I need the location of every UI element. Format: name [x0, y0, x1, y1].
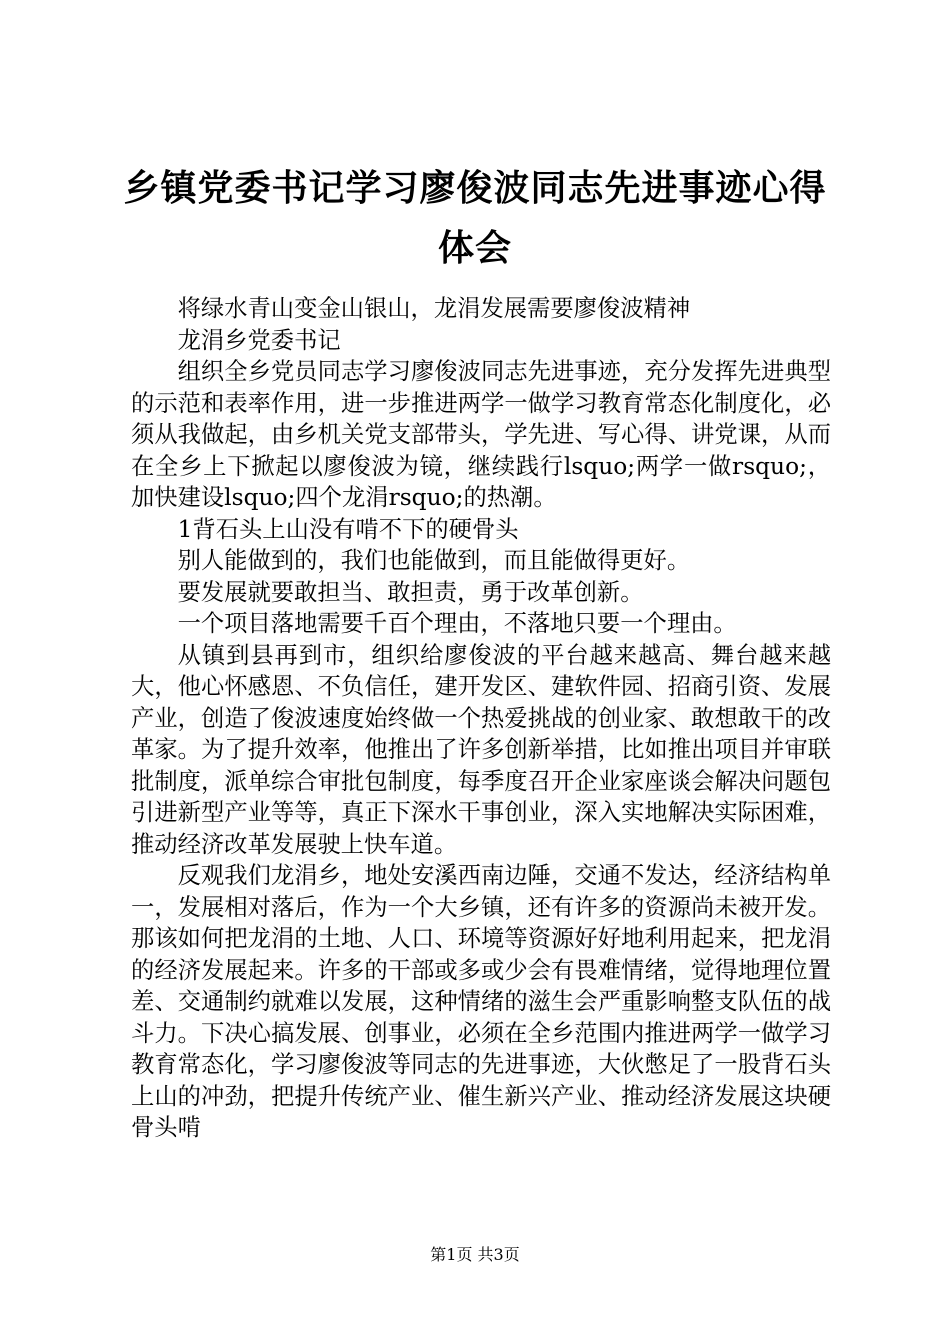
section-heading: 1背石头上山没有啃不下的硬骨头 [177, 515, 519, 543]
body-paragraph: 别人能做到的，我们也能做到，而且能做得更好。 [177, 547, 691, 574]
body-paragraph: 从镇到县再到市，组织给廖俊波的平台越来越高、舞台越来越大，他心怀感恩、不负信任，建开发区、建软件园、招商引资、发展产业，创造了俊波速度始终做一个热爱挑战的创业家、敢想敢干的改革家。为了提升效率，他推出了许多创新举措，比如推出项目并审联批制度，派单综合审批包制度，每季度召开企业家座谈会解决问题包引进新型产业等等，真正下深水干事创业，深入实地解决实际困难，推动经济改革发展驶上快车道。 [131, 641, 831, 858]
page-footer: 第1页 共3页 [430, 1245, 520, 1264]
subtitle-paragraph: 将绿水青山变金山银山，龙涓发展需要廖俊波精神 [177, 295, 691, 322]
document-body [131, 293, 831, 1144]
document-title: 乡镇党委书记学习廖俊波同志先进事迹心得体会 [123, 167, 827, 269]
body-paragraph: 反观我们龙涓乡，地处安溪西南边陲，交通不发达，经济结构单一，发展相对落后，作为一个大乡镇，还有许多的资源尚未被开发。那该如何把龙涓的土地、人口、环境等资源好好地利用起来，把龙涓的经济发展起来。许多的干部或多或少会有畏难情绪，觉得地理位置差、交通制约就难以发展，这种情绪的滋生会严重影响整支队伍的战斗力。下决心搞发展、创事业，必须在全乡范围内推进两学一做学习教育常态化，学习廖俊波等同志的先进事迹，大伙憋足了一股背石头上山的冲劲，把提升传统产业、催生新兴产业、推动经济发展这块硬骨头啃 [131, 862, 831, 1141]
body-paragraph: 要发展就要敢担当、敢担责，勇于改革创新。 [177, 578, 644, 606]
body-paragraph: 组织全乡党员同志学习廖俊波同志先进事迹，充分发挥先进典型的示范和表率作用，进一步推进两学一做学习教育常态化制度化，必须从我做起，由乡机关党支部带头，学先进、写心得、讲党课，从而在全乡上下掀起以廖俊波为镜，继续践行lsquo;两学一做rsquo;，加快建设lsquo;四个龙涓rsquo;的热潮。 [131, 358, 831, 511]
body-paragraph: 一个项目落地需要千百个理由，不落地只要一个理由。 [177, 610, 737, 637]
author-paragraph: 龙涓乡党委书记 [177, 326, 341, 354]
